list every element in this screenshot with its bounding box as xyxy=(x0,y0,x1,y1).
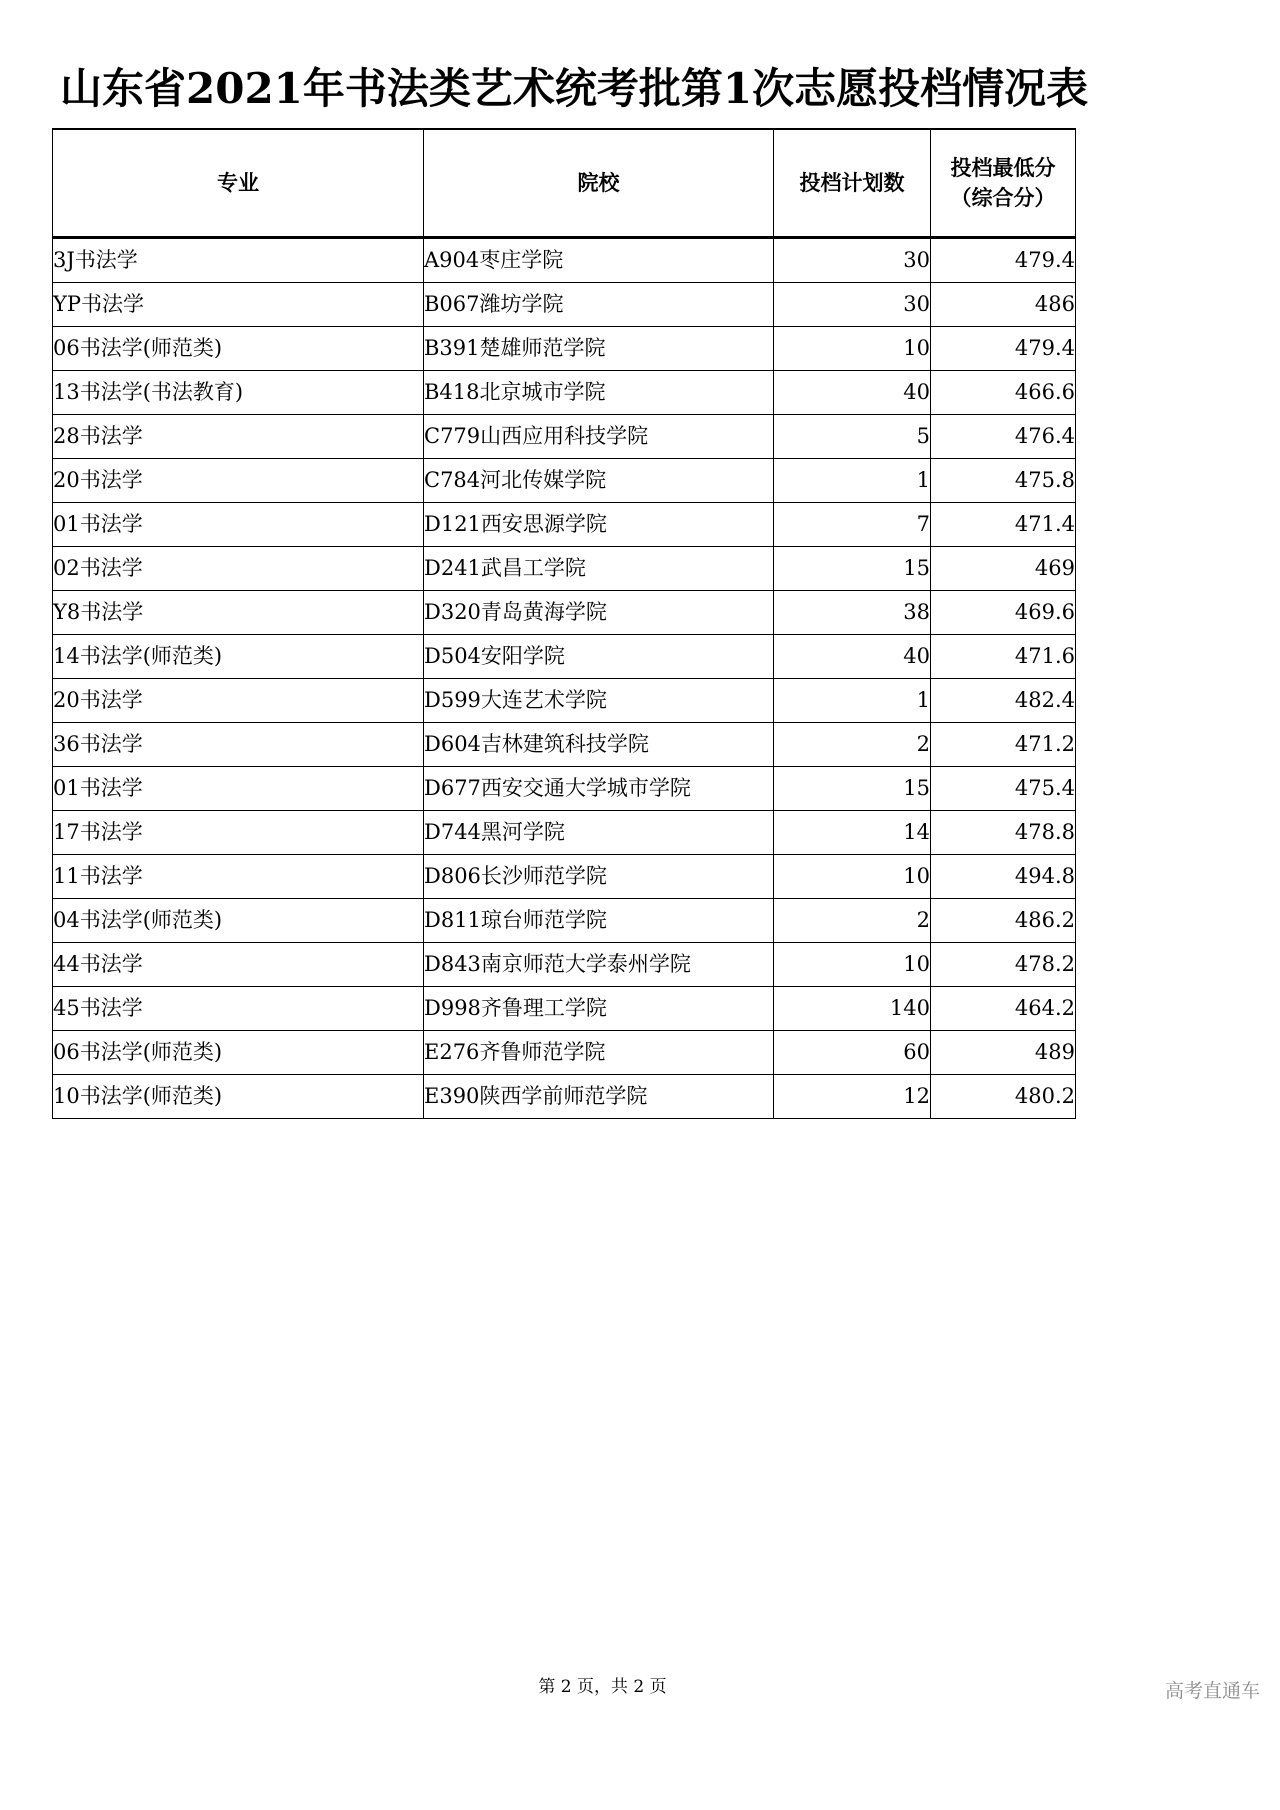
table-row xyxy=(53,679,1076,723)
header-min-score-line1: 投档最低分 xyxy=(950,156,1056,180)
table-row xyxy=(53,459,1076,503)
min-score-cell: 475.4 xyxy=(931,767,1076,811)
school-cell: B418北京城市学院 xyxy=(424,371,774,415)
plan-cell: 12 xyxy=(774,1075,931,1119)
school-cell: D320青岛黄海学院 xyxy=(424,591,774,635)
school-cell: D806长沙师范学院 xyxy=(424,855,774,899)
school-cell: E390陕西学前师范学院 xyxy=(424,1075,774,1119)
plan-cell: 140 xyxy=(774,987,931,1031)
major-cell: 44书法学 xyxy=(53,943,424,987)
table-row xyxy=(53,811,1076,855)
major-cell: 36书法学 xyxy=(53,723,424,767)
school-cell: C779山西应用科技学院 xyxy=(424,415,774,459)
plan-cell: 30 xyxy=(774,238,931,283)
table-row xyxy=(53,1031,1076,1075)
major-cell: 02书法学 xyxy=(53,547,424,591)
major-cell: 06书法学(师范类) xyxy=(53,1031,424,1075)
major-cell: YP书法学 xyxy=(53,283,424,327)
plan-cell: 1 xyxy=(774,679,931,723)
page-number: 第 2 页，共 2 页 xyxy=(538,1677,667,1697)
min-score-cell: 494.8 xyxy=(931,855,1076,899)
header-major: 专业 xyxy=(53,129,424,238)
min-score-cell: 476.4 xyxy=(931,415,1076,459)
plan-cell: 10 xyxy=(774,327,931,371)
plan-cell: 60 xyxy=(774,1031,931,1075)
table-row xyxy=(53,283,1076,327)
min-score-cell: 478.2 xyxy=(931,943,1076,987)
major-cell: 04书法学(师范类) xyxy=(53,899,424,943)
plan-cell: 2 xyxy=(774,899,931,943)
plan-cell: 40 xyxy=(774,371,931,415)
major-cell: Y8书法学 xyxy=(53,591,424,635)
plan-cell: 7 xyxy=(774,503,931,547)
school-cell: D504安阳学院 xyxy=(424,635,774,679)
table-row xyxy=(53,503,1076,547)
min-score-cell: 478.8 xyxy=(931,811,1076,855)
plan-cell: 10 xyxy=(774,855,931,899)
table-row xyxy=(53,238,1076,283)
school-cell: B067潍坊学院 xyxy=(424,283,774,327)
min-score-cell: 486.2 xyxy=(931,899,1076,943)
table-row xyxy=(53,371,1076,415)
plan-cell: 38 xyxy=(774,591,931,635)
major-cell: 28书法学 xyxy=(53,415,424,459)
major-cell: 45书法学 xyxy=(53,987,424,1031)
min-score-cell: 480.2 xyxy=(931,1075,1076,1119)
major-cell: 3J书法学 xyxy=(53,238,424,283)
school-cell: D241武昌工学院 xyxy=(424,547,774,591)
plan-cell: 1 xyxy=(774,459,931,503)
school-cell: D998齐鲁理工学院 xyxy=(424,987,774,1031)
plan-cell: 10 xyxy=(774,943,931,987)
table-row xyxy=(53,723,1076,767)
major-cell: 13书法学(书法教育) xyxy=(53,371,424,415)
header-min-score-line2: （综合分） xyxy=(950,186,1056,210)
min-score-cell: 469.6 xyxy=(931,591,1076,635)
table-row xyxy=(53,415,1076,459)
table-header-row xyxy=(53,129,1076,238)
school-cell: D604吉林建筑科技学院 xyxy=(424,723,774,767)
header-school: 院校 xyxy=(424,129,774,238)
page-footer xyxy=(0,1672,1280,1697)
school-cell: D677西安交通大学城市学院 xyxy=(424,767,774,811)
major-cell: 14书法学(师范类) xyxy=(53,635,424,679)
plan-cell: 15 xyxy=(774,547,931,591)
table-row xyxy=(53,943,1076,987)
table-row xyxy=(53,855,1076,899)
school-cell: D811琼台师范学院 xyxy=(424,899,774,943)
plan-cell: 40 xyxy=(774,635,931,679)
school-cell: C784河北传媒学院 xyxy=(424,459,774,503)
min-score-cell: 479.4 xyxy=(931,238,1076,283)
table-row xyxy=(53,327,1076,371)
major-cell: 10书法学(师范类) xyxy=(53,1075,424,1119)
major-cell: 06书法学(师范类) xyxy=(53,327,424,371)
min-score-cell: 475.8 xyxy=(931,459,1076,503)
school-cell: B391楚雄师范学院 xyxy=(424,327,774,371)
header-min-score xyxy=(931,129,1076,238)
document-title: 山东省2021年书法类艺术统考批第1次志愿投档情况表 xyxy=(60,64,1089,113)
table-row xyxy=(53,635,1076,679)
major-cell: 01书法学 xyxy=(53,503,424,547)
plan-cell: 5 xyxy=(774,415,931,459)
school-cell: D843南京师范大学泰州学院 xyxy=(424,943,774,987)
header-plan: 投档计划数 xyxy=(774,129,931,238)
min-score-cell: 469 xyxy=(931,547,1076,591)
school-cell: D599大连艺术学院 xyxy=(424,679,774,723)
major-cell: 17书法学 xyxy=(53,811,424,855)
table-body xyxy=(53,238,1076,1119)
school-cell: D744黑河学院 xyxy=(424,811,774,855)
table-row xyxy=(53,899,1076,943)
table-row xyxy=(53,1075,1076,1119)
school-cell: D121西安思源学院 xyxy=(424,503,774,547)
major-cell: 01书法学 xyxy=(53,767,424,811)
major-cell: 11书法学 xyxy=(53,855,424,899)
min-score-cell: 464.2 xyxy=(931,987,1076,1031)
table-row xyxy=(53,591,1076,635)
plan-cell: 14 xyxy=(774,811,931,855)
table-row xyxy=(53,547,1076,591)
school-cell: E276齐鲁师范学院 xyxy=(424,1031,774,1075)
plan-cell: 2 xyxy=(774,723,931,767)
min-score-cell: 466.6 xyxy=(931,371,1076,415)
watermark: 高考直通车 xyxy=(1164,1680,1260,1702)
table-row xyxy=(53,987,1076,1031)
min-score-cell: 471.2 xyxy=(931,723,1076,767)
table-row xyxy=(53,767,1076,811)
min-score-cell: 471.6 xyxy=(931,635,1076,679)
min-score-cell: 471.4 xyxy=(931,503,1076,547)
plan-cell: 15 xyxy=(774,767,931,811)
admission-table xyxy=(52,128,1076,1119)
major-cell: 20书法学 xyxy=(53,679,424,723)
school-cell: A904枣庄学院 xyxy=(424,238,774,283)
min-score-cell: 482.4 xyxy=(931,679,1076,723)
major-cell: 20书法学 xyxy=(53,459,424,503)
min-score-cell: 486 xyxy=(931,283,1076,327)
plan-cell: 30 xyxy=(774,283,931,327)
min-score-cell: 479.4 xyxy=(931,327,1076,371)
min-score-cell: 489 xyxy=(931,1031,1076,1075)
